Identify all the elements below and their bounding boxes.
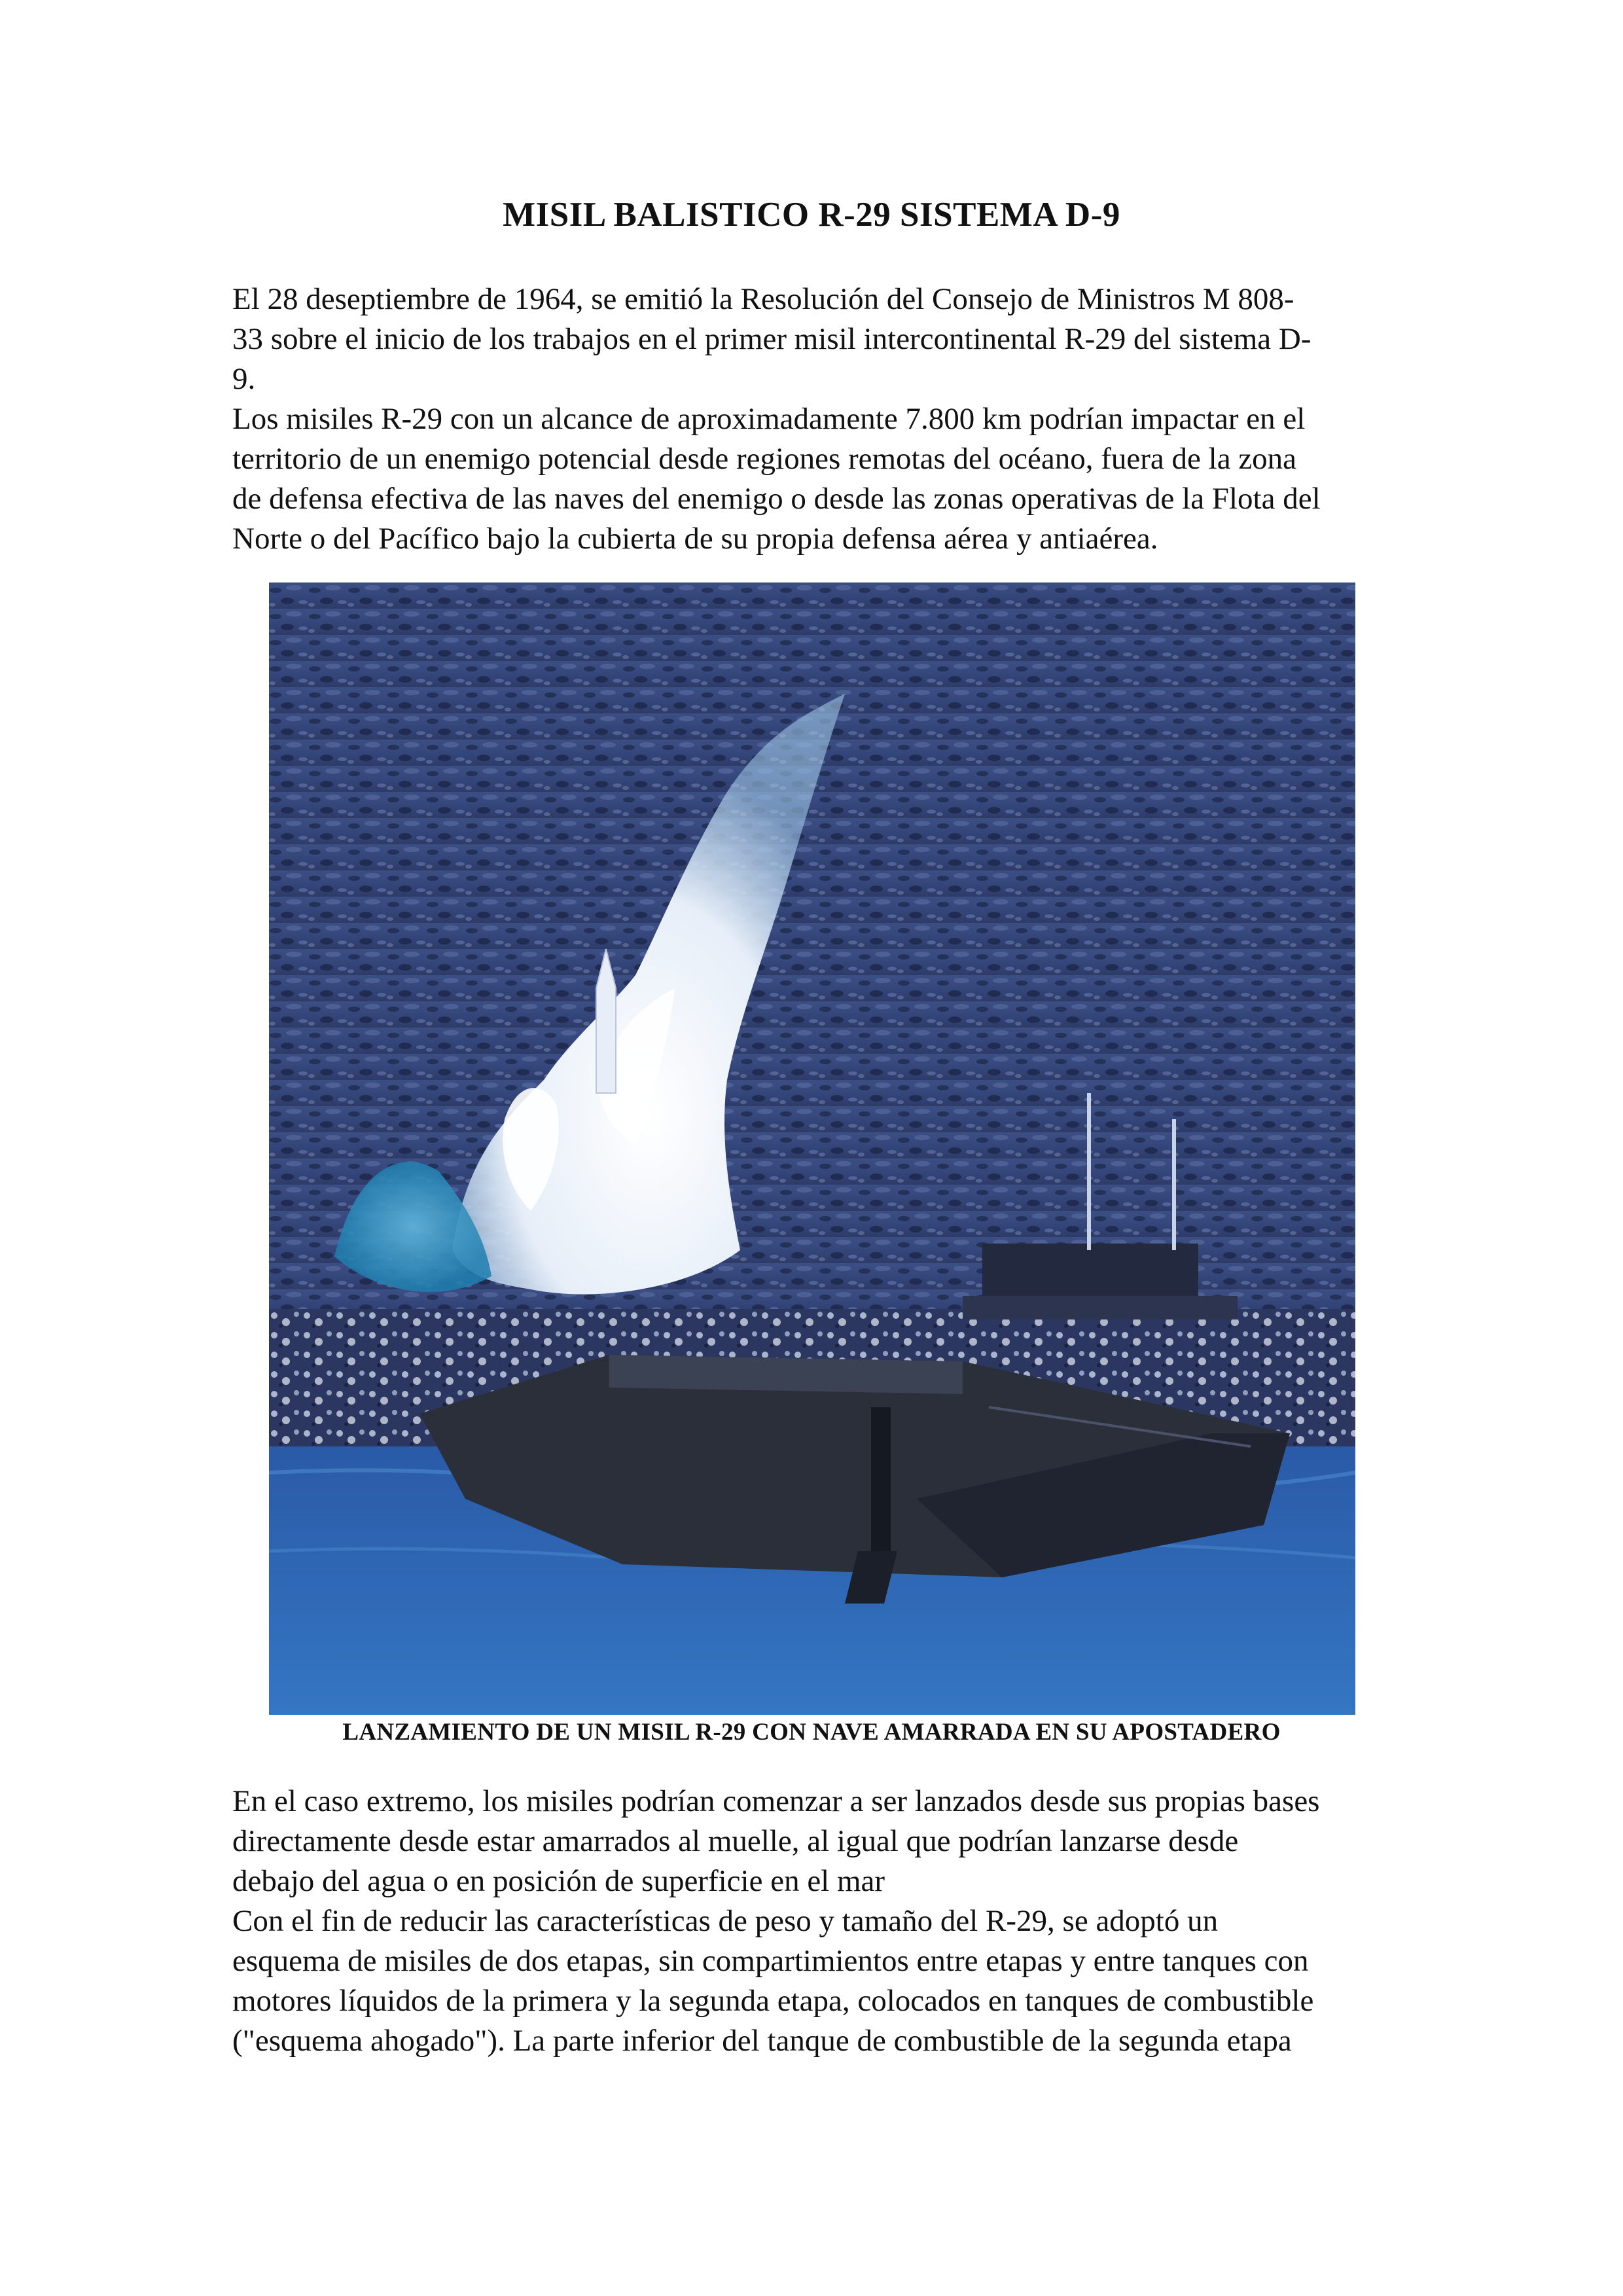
- missile-launch-illustration: [269, 583, 1355, 1715]
- intro-paragraph-2: Los misiles R-29 con un alcance de aproximadamente 7.800 km podrían impactar en el territorio de un enemigo potencial desde regiones remotas del océano, fuera de la zona de defensa efectiva de las naves del enemigo o desde las zonas operativas de la Flota del Norte o del Pacífico bajo la cubierta de su propia defensa aérea y antiaérea.: [232, 402, 1321, 556]
- body-text: [232, 1782, 1404, 2061]
- missile-launch-photo: [269, 583, 1355, 1715]
- document-title: MISIL BALISTICO R-29 SISTEMA D-9: [503, 196, 1120, 234]
- body-paragraph-1: En el caso extremo, los misiles podrían comenzar a ser lanzados desde sus propias bases directamente desde estar amarrados al muelle, al igual que podrían lanzarse desde debajo del agua o en posición de superficie en el mar: [232, 1784, 1320, 1898]
- intro-paragraph-1: El 28 deseptiembre de 1964, se emitió la Resolución del Consejo de Ministros M 808- 33 sobre el inicio de los trabajos en el primer misil intercontinental R-29 del sistema D- 9.: [232, 282, 1311, 396]
- intro-text: [232, 279, 1404, 559]
- figure-caption: LANZAMIENTO DE UN MISIL R-29 CON NAVE AMARRADA EN SU APOSTADERO: [342, 1719, 1281, 1746]
- body-paragraph-2: Con el fin de reducir las características de peso y tamaño del R-29, se adoptó un esquema de misiles de dos etapas, sin compartimientos entre etapas y entre tanques con motores líquidos de la primera y la segunda etapa, colocados en tanques de combustible ("esquema ahogado"). La parte inferior del tanque de combustible de la segunda etapa: [232, 1904, 1314, 2058]
